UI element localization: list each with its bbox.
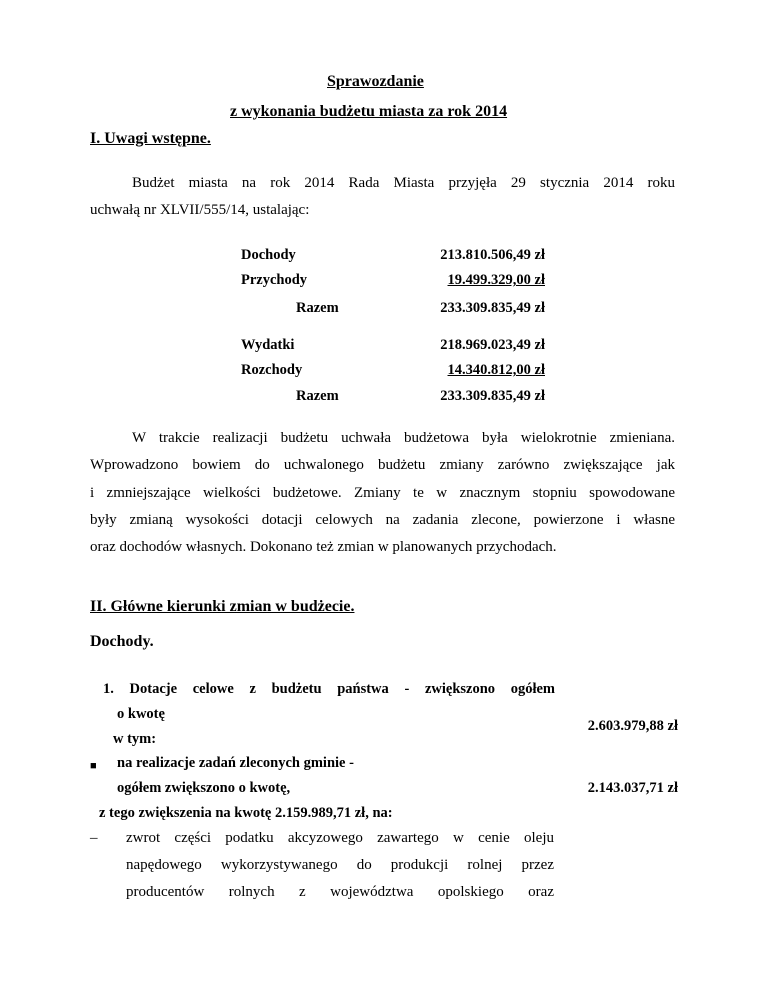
revenue-value: 19.499.329,00 zł: [447, 272, 545, 288]
changes-line-3: i zmniejszające wielkości budżetowe. Zmiany te w znacznym stopniu spowodowane: [90, 484, 675, 501]
intro-line-2: uchwałą nr XLVII/555/14, ustalając:: [90, 202, 310, 219]
bullet1-line-1: na realizacje zadań zleconych gminie -: [117, 755, 354, 771]
income-subheading: Dochody.: [90, 633, 154, 650]
expenses-total-label: Razem: [296, 388, 339, 404]
item1-line-1: 1. Dotacje celowe z budżetu państwa - zwiększono ogółem: [103, 681, 555, 697]
expenses-value: 218.969.023,49 zł: [440, 337, 545, 353]
outflows-label: Rozchody: [241, 362, 303, 378]
dash-icon: –: [90, 830, 98, 846]
document-title: Sprawozdanie: [327, 73, 424, 90]
income-value: 213.810.506,49 zł: [440, 247, 545, 263]
section1-heading: I. Uwagi wstępne.: [90, 130, 211, 147]
income-total-label: Razem: [296, 300, 339, 316]
income-total-value: 233.309.835,49 zł: [440, 300, 545, 316]
section2-heading: II. Główne kierunki zmian w budżecie.: [90, 598, 355, 615]
document-subtitle: z wykonania budżetu miasta za rok 2014: [230, 103, 508, 120]
expenses-total-value: 233.309.835,49 zł: [440, 388, 545, 404]
dash-item-line-1: zwrot części podatku akcyzowego zawartego w cenie oleju: [126, 830, 554, 846]
bullet1-line-2: ogółem zwiększono o kwotę,: [117, 780, 291, 796]
changes-line-2: Wprowadzono bowiem do uchwalonego budżetu zmiany zarówno zwiększające jak: [90, 457, 675, 474]
changes-line-4: były zmianą wysokości dotacji celowych na zadania zlecone, powierzone i własne: [90, 511, 675, 528]
item1-in-that: w tym:: [113, 731, 157, 747]
dash-item-line-2: napędowego wykorzystywanego do produkcji rolnej przez: [126, 857, 554, 873]
item1-amount: 2.603.979,88 zł: [587, 718, 678, 734]
expenses-label: Wydatki: [241, 337, 295, 353]
dash-item-line-3: producentów rolnych z województwa opolskiego oraz: [126, 884, 554, 900]
increase-line: z tego zwiększenia na kwotę 2.159.989,71 zł, na:: [99, 805, 393, 821]
item1-line-2: o kwotę: [117, 706, 165, 722]
outflows-value: 14.340.812,00 zł: [447, 362, 545, 378]
bullet1-amount: 2.143.037,71 zł: [587, 780, 678, 796]
changes-paragraph: [90, 425, 675, 561]
intro-paragraph: [90, 170, 675, 225]
intro-line-1: Budżet miasta na rok 2014 Rada Miasta przyjęła 29 stycznia 2014 roku: [132, 175, 675, 191]
bullet-square-icon: ■: [90, 760, 97, 772]
revenue-label: Przychody: [241, 272, 308, 288]
income-label: Dochody: [241, 247, 296, 263]
changes-line-5: oraz dochodów własnych. Dokonano też zmian w planowanych przychodach.: [90, 539, 557, 556]
changes-line-1: W trakcie realizacji budżetu uchwała budżetowa była wielokrotnie zmieniana.: [132, 430, 675, 446]
